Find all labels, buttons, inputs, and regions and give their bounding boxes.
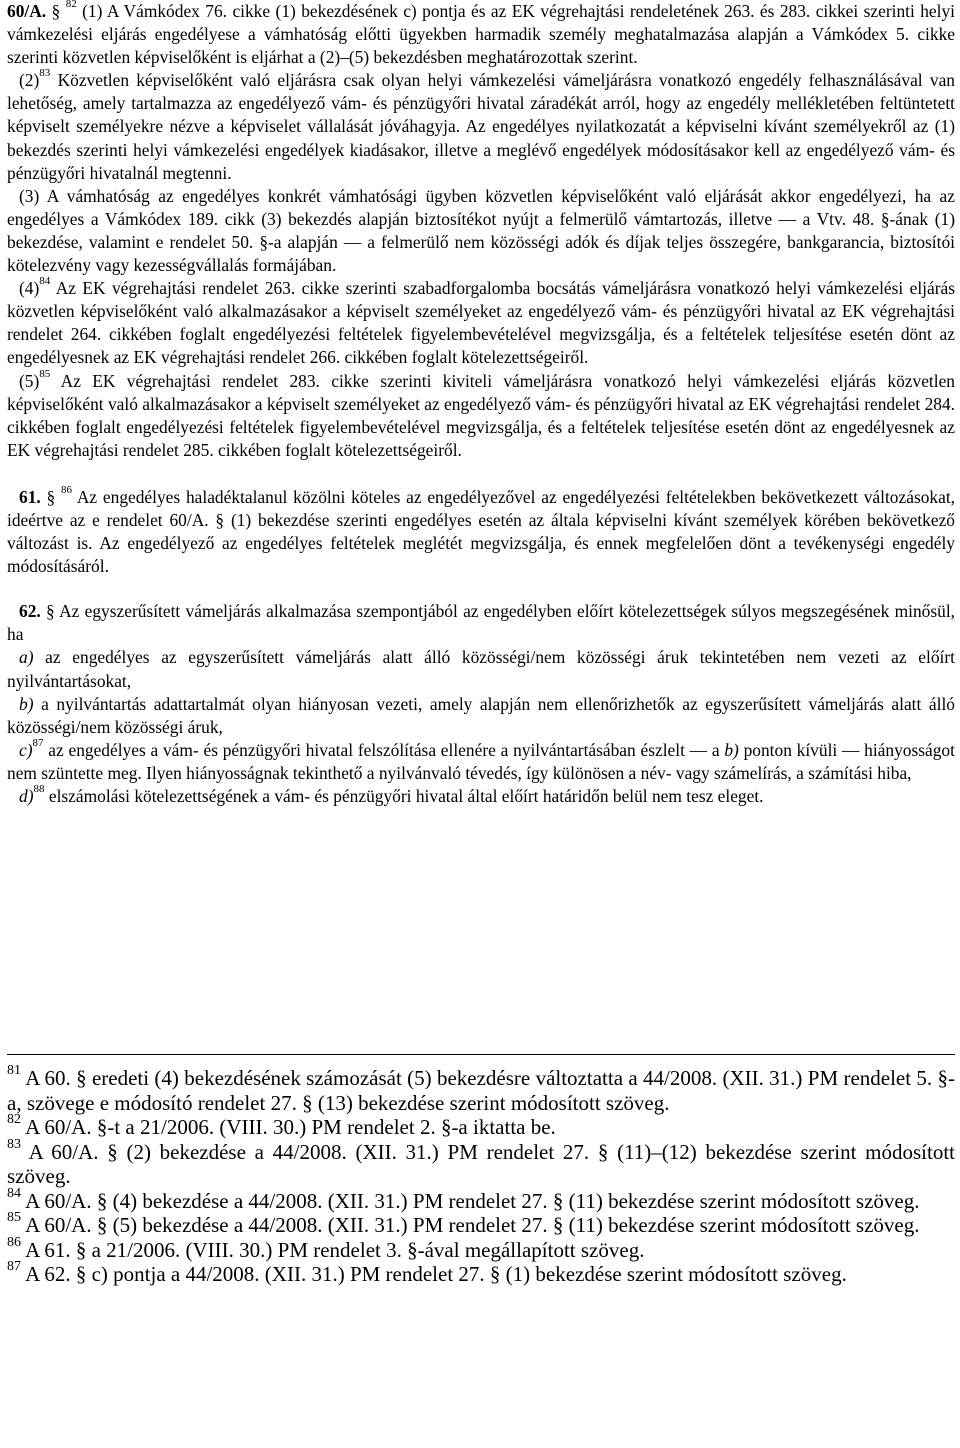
- footnote-83: [7, 1136, 955, 1189]
- section-62-item-a: [7, 646, 955, 692]
- footnote-text: A 60/A. §-t a 21/2006. (VIII. 30.) PM rendelet 2. §-a iktatta be.: [25, 1115, 556, 1139]
- footnote-84: [7, 1185, 955, 1214]
- footnote-text: A 60/A. § (5) bekezdése a 44/2008. (XII. 31.) PM rendelet 27. § (11) bekezdése szerint módosított szöveg.: [25, 1213, 920, 1237]
- item-b-text: a nyilvántartás adattartalmát olyan hiányosan vezeti, amely alapján nem ellenőrizhetők az egyszerűsített vámeljárás alatt álló közösségi/nem közösségi áruk,: [7, 693, 955, 737]
- footnote-number: 86: [7, 1234, 21, 1250]
- item-c-text-post: ponton kívüli — hiányosságot nem szüntette meg. Ilyen hiányosságnak tekinthető a nyilvánvaló tévedés, így különösen a név- vagy számelírás, a számítási hiba,: [7, 739, 955, 783]
- footnote-87: [7, 1259, 955, 1287]
- section-61-heading: 61.: [19, 486, 41, 507]
- section-60a-heading: 60/A.: [7, 1, 47, 21]
- p2-prefix: (2): [19, 70, 40, 91]
- section-61-text: Az engedélyes haladéktalanul közölni köteles az engedélyezővel az engedélyezési feltételekben bekövetkezett változásokat, ideértve az e rendelet 60/A. § (1) bekezdése szerinti engedélyes esetén az általa képviselni kívánt személyek körében bekövetkező változást is. Az engedélyező az engedélyes feltételek meglétét megvizsgálja, és ennek megfelelően dönt a tevékenységi engedély módosításáról.: [7, 486, 956, 577]
- item-d-label: d): [19, 786, 34, 806]
- p4-prefix: (4): [19, 278, 40, 299]
- section-60a-p2: [7, 69, 955, 184]
- item-a-label: a): [19, 647, 34, 668]
- item-b-label: b): [19, 693, 34, 714]
- footnote-ref-84: 84: [39, 275, 51, 288]
- section-61: 61. § $^{86}$ Az engedélyes haladéktalanul közölni köteles az engedélyezővel az engedélyezési feltételekben bekövetkezett változásokat, ideértve az e rendelet 60/A. § (1) bekezdése szerinti engedélyes esetén az általa képviselni kívánt személyek körében bekövetkező változást is. Az engedélyező az engedélyes feltételek meglétét megvizsgálja, és ennek megfelelően dönt a tevékenységi engedély módosításáról.: [7, 483, 956, 577]
- section-62-intro-text: § Az egyszerűsített vámeljárás alkalmazása szempontjából az engedélyben előírt kötelezettségek súlyos megszegésének minősül, ha: [7, 601, 955, 645]
- section-60a-p5: [7, 367, 955, 462]
- item-a-text: az engedélyes az egyszerűsített vámeljárás alatt álló közösségi/nem közösségi áruk tekintetében nem vezeti az előírt nyilvántartásokat,: [7, 647, 955, 691]
- footnote-86: [7, 1234, 955, 1263]
- section-62-item-d: [7, 785, 955, 808]
- footnote-ref-85: 85: [39, 367, 51, 380]
- section-60a-p1-text: (1) A Vámkódex 76. cikke (1) bekezdésének c) pontja és az EK végrehajtási rendeletének 263. és 283. cikkei szerinti helyi vámkezelési eljárás engedélyese a vámhatóság előtti ügyekben harmadik személy meghatalmazása alapján a Vámkódex 5. cikke szerinti közvetlen képviselőként is eljárhat a (2)–(5) bekezdésben meghatározottak szerint.: [7, 1, 955, 68]
- item-c-label: c): [19, 739, 33, 760]
- section-60a-p1: 60/A. § $^{82}$ (1) A Vámkódex 76. cikke (1) bekezdésének c) pontja és az EK végrehajtási rendeletének 263. és 283. cikkei szerinti helyi vámkezelési eljárás engedélyese a vámhatóság előtti ügyekben harmadik személy meghatalmazása alapján a Vámkódex 5. cikke szerinti közvetlen képviselőként is eljárhat a (2)–(5) bekezdésben meghatározottak szerint.: [7, 0, 955, 68]
- footnote-number: 83: [7, 1136, 21, 1152]
- footnote-separator: [7, 1054, 955, 1055]
- footnote-text: A 60/A. § (4) bekezdése a 44/2008. (XII. 31.) PM rendelet 27. § (11) bekezdése szerint módosított szöveg.: [25, 1188, 920, 1213]
- footnote-number: 84: [7, 1185, 21, 1201]
- footnotes: [7, 1063, 955, 1287]
- footnote-ref-86: 86: [61, 483, 73, 496]
- footnote-number: 85: [7, 1210, 21, 1225]
- section-60a-p3: [7, 185, 955, 277]
- section-60a-p2-text: Közvetlen képviselőként való eljárásra csak olyan helyi vámkezelési vámeljárásra vonatkozó engedély felhasználásával van lehetőség, amely tartalmazza az engedélyező vám- és pénzügyőri hivatal záradékát arról, hogy az engedély mellékletében feltüntetett képviselt személyekre nézve a képviselet vállalását jóváhagyja. Az engedélyes nyilatkozatát a képviselni kívánt személyekről az (1) bekezdés szerinti helyi vámkezelési engedélyek kiadásakor, illetve a meglévő engedélyek módosításakor kell az engedélyező vám- és pénzügyőri hivatalnál megtenni.: [7, 70, 955, 183]
- footnote-ref-88: 88: [33, 783, 45, 795]
- section-60a-p4: [7, 277, 955, 369]
- section-60a-p4-text: Az EK végrehajtási rendelet 263. cikke szerinti szabadforgalomba bocsátás vámeljárásra vonatkozó helyi vámkezelési eljárás közvetlen képviselőként való alkalmazásakor a képviselt személyeket az engedélyező vám- és pénzügyőri hivatal az EK végrehajtási rendelet 264. cikkében foglalt engedélyezési feltételek figyelembevételével megvizsgálja, és a feltételek teljesítése esetén dönt az engedélyesnek az EK végrehajtási rendelet 266. cikkében foglalt kötelezettségeiről.: [7, 278, 956, 368]
- footnote-ref-82: 82: [65, 0, 77, 10]
- footnote-ref-87: 87: [32, 736, 44, 749]
- footnote-82: [7, 1112, 955, 1140]
- footnote-number: 81: [7, 1063, 21, 1078]
- section-62-item-c: [7, 736, 955, 785]
- footnote-text: A 61. § a 21/2006. (VIII. 30.) PM rendelet 3. §-ával megállapított szöveg.: [25, 1237, 645, 1262]
- item-c-text-pre: az engedélyes a vám- és pénzügyőri hivatal felszólítása ellenére a nyilvántartásában észlelt — a: [48, 739, 720, 760]
- section-62-intro: [7, 600, 955, 646]
- footnote-ref-83: 83: [39, 67, 51, 80]
- footnote-number: 82: [7, 1112, 21, 1127]
- footnote-85: [7, 1210, 955, 1238]
- footnote-number: 87: [7, 1259, 21, 1274]
- footnote-81: [7, 1063, 955, 1115]
- section-62-item-b: [7, 693, 955, 739]
- item-d-text: elszámolási kötelezettségének a vám- és pénzügyőri hivatal által előírt határidőn belül nem tesz eleget.: [48, 786, 764, 806]
- section-60a-p3-text: (3) A vámhatóság az engedélyes konkrét vámhatósági ügyben közvetlen képviselőként való eljárását akkor engedélyezi, ha az engedélyes a Vámkódex 189. cikk (3) bekezdés alapján biztosítékot nyújt a felmerülő vámtartozás, illetve — a Vtv. 48. §-ának (1) bekezdése, valamint e rendelet 50. §-a alapján — a felmerülő nem közösségi adók és díjak teljes összegére, bankgarancia, biztosítói kötelezvény vagy kezességvállalás formájában.: [7, 185, 955, 276]
- main-text: [7, 0, 955, 808]
- p5-prefix: (5): [19, 370, 40, 391]
- footnote-text: A 60/A. § (2) bekezdése a 44/2008. (XII. 31.) PM rendelet 27. § (11)–(12) bekezdése szerint módosított szöveg.: [7, 1139, 955, 1188]
- item-c-b-ref: b): [724, 739, 739, 760]
- section-60a-p5-text: Az EK végrehajtási rendelet 283. cikke szerinti kiviteli vámeljárásra vonatkozó helyi vámkezelési eljárás közvetlen képviselőként való alkalmazásakor a képviselt személyeket az engedélyező vám- és pénzügyőri hivatal az EK végrehajtási rendelet 284. cikkében foglalt engedélyezési feltételek figyelembevételével megvizsgálja, és a feltételek teljesítése esetén dönt az engedélyesnek az EK végrehajtási rendelet 285. cikkében foglalt kötelezettségeiről.: [7, 370, 955, 460]
- footnote-text: A 60. § eredeti (4) bekezdésének számozását (5) bekezdésre változtatta a 44/2008. (XII. 31.) PM rendelet 5. §-a, szövege e módosító rendelet 27. § (13) bekezdése szerint módosított szöveg.: [7, 1066, 955, 1115]
- footnote-text: A 62. § c) pontja a 44/2008. (XII. 31.) PM rendelet 27. § (1) bekezdése szerint módosított szöveg.: [25, 1262, 847, 1286]
- section-62-heading: 62.: [19, 601, 41, 622]
